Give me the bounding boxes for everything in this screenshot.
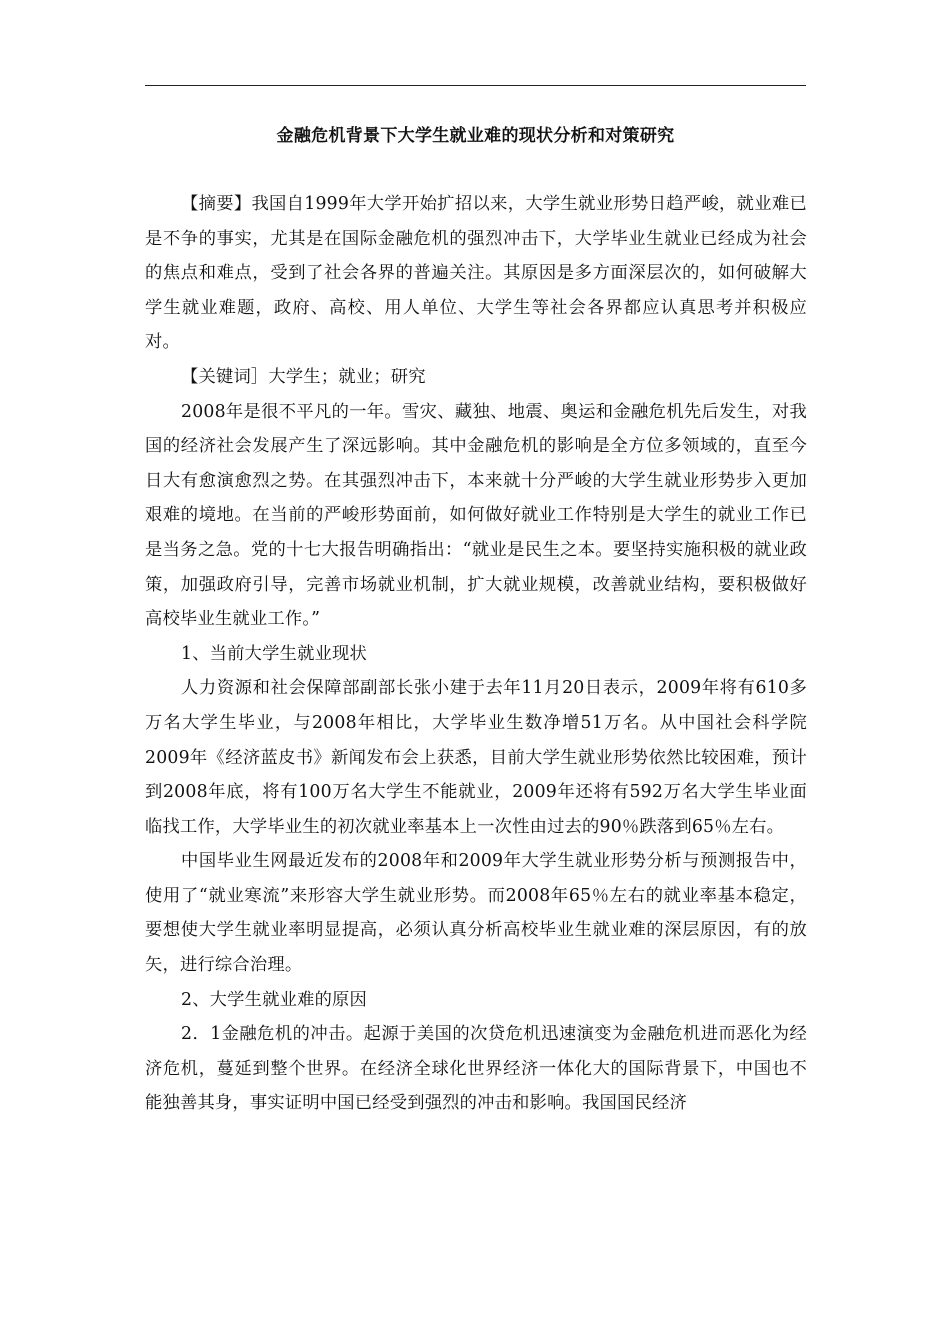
section-2-heading: 2、大学生就业难的原因: [181, 989, 368, 1010]
section-1-paragraph-2: 中国毕业生网最近发布的2008年和2009年大学生就业形势分析与预测报告中，使用了“就业寒流”来形容大学生就业形势。而2008年65％左右的就业率基本稳定，要想使大学生就业率明显提高，必须认真分析高校毕业生就业难的深层原因，有的放矢，进行综合治理。: [145, 851, 807, 976]
document-body: [145, 187, 807, 1121]
keywords-line: 【关键词］大学生；就业；研究: [181, 366, 426, 387]
abstract-paragraph: 【摘要】我国自1999年大学开始扩招以来，大学生就业形势日趋严峻，就业难已是不争的事实，尤其是在国际金融危机的强烈冲击下，大学毕业生就业已经成为社会的焦点和难点，受到了社会各界的普遍关注。其原因是多方面深层次的，如何破解大学生就业难题，政府、高校、用人单位、大学生等社会各界都应认真思考并积极应对。: [145, 194, 807, 353]
header-rule: [145, 85, 806, 86]
intro-paragraph: 2008年是很不平凡的一年。雪灾、藏独、地震、奥运和金融危机先后发生，对我国的经济社会发展产生了深远影响。其中金融危机的影响是全方位多领域的，直至今日大有愈演愈烈之势。在其强烈冲击下，本来就十分严峻的大学生就业形势步入更加艰难的境地。在当前的严峻形势面前，如何做好就业工作特别是大学生的就业工作已是当务之急。党的十七大报告明确指出：“就业是民生之本。要坚持实施积极的就业政策，加强政府引导，完善市场就业机制，扩大就业规模，改善就业结构，要积极做好高校毕业生就业工作。”: [145, 401, 807, 630]
section-2-paragraph-1: 2．1金融危机的冲击。起源于美国的次贷危机迅速演变为金融危机进而恶化为经济危机，蔓延到整个世界。在经济全球化世界经济一体化大的国际背景下，中国也不能独善其身，事实证明中国已经受到强烈的冲击和影响。我国国民经济: [145, 1024, 807, 1114]
section-1-paragraph-1: 人力资源和社会保障部副部长张小建于去年11月20日表示，2009年将有610多万名大学生毕业，与2008年相比，大学毕业生数净增51万名。从中国社会科学院2009年《经济蓝皮书》新闻发布会上获悉，目前大学生就业形势依然比较困难，预计到2008年底，将有100万名大学生不能就业，2009年还将有592万名大学生毕业面临找工作，大学毕业生的初次就业率基本上一次性由过去的90％跌落到65％左右。: [145, 678, 807, 837]
document-title: 金融危机背景下大学生就业难的现状分析和对策研究: [276, 126, 675, 146]
section-1-heading: 1、当前大学生就业现状: [181, 643, 368, 664]
